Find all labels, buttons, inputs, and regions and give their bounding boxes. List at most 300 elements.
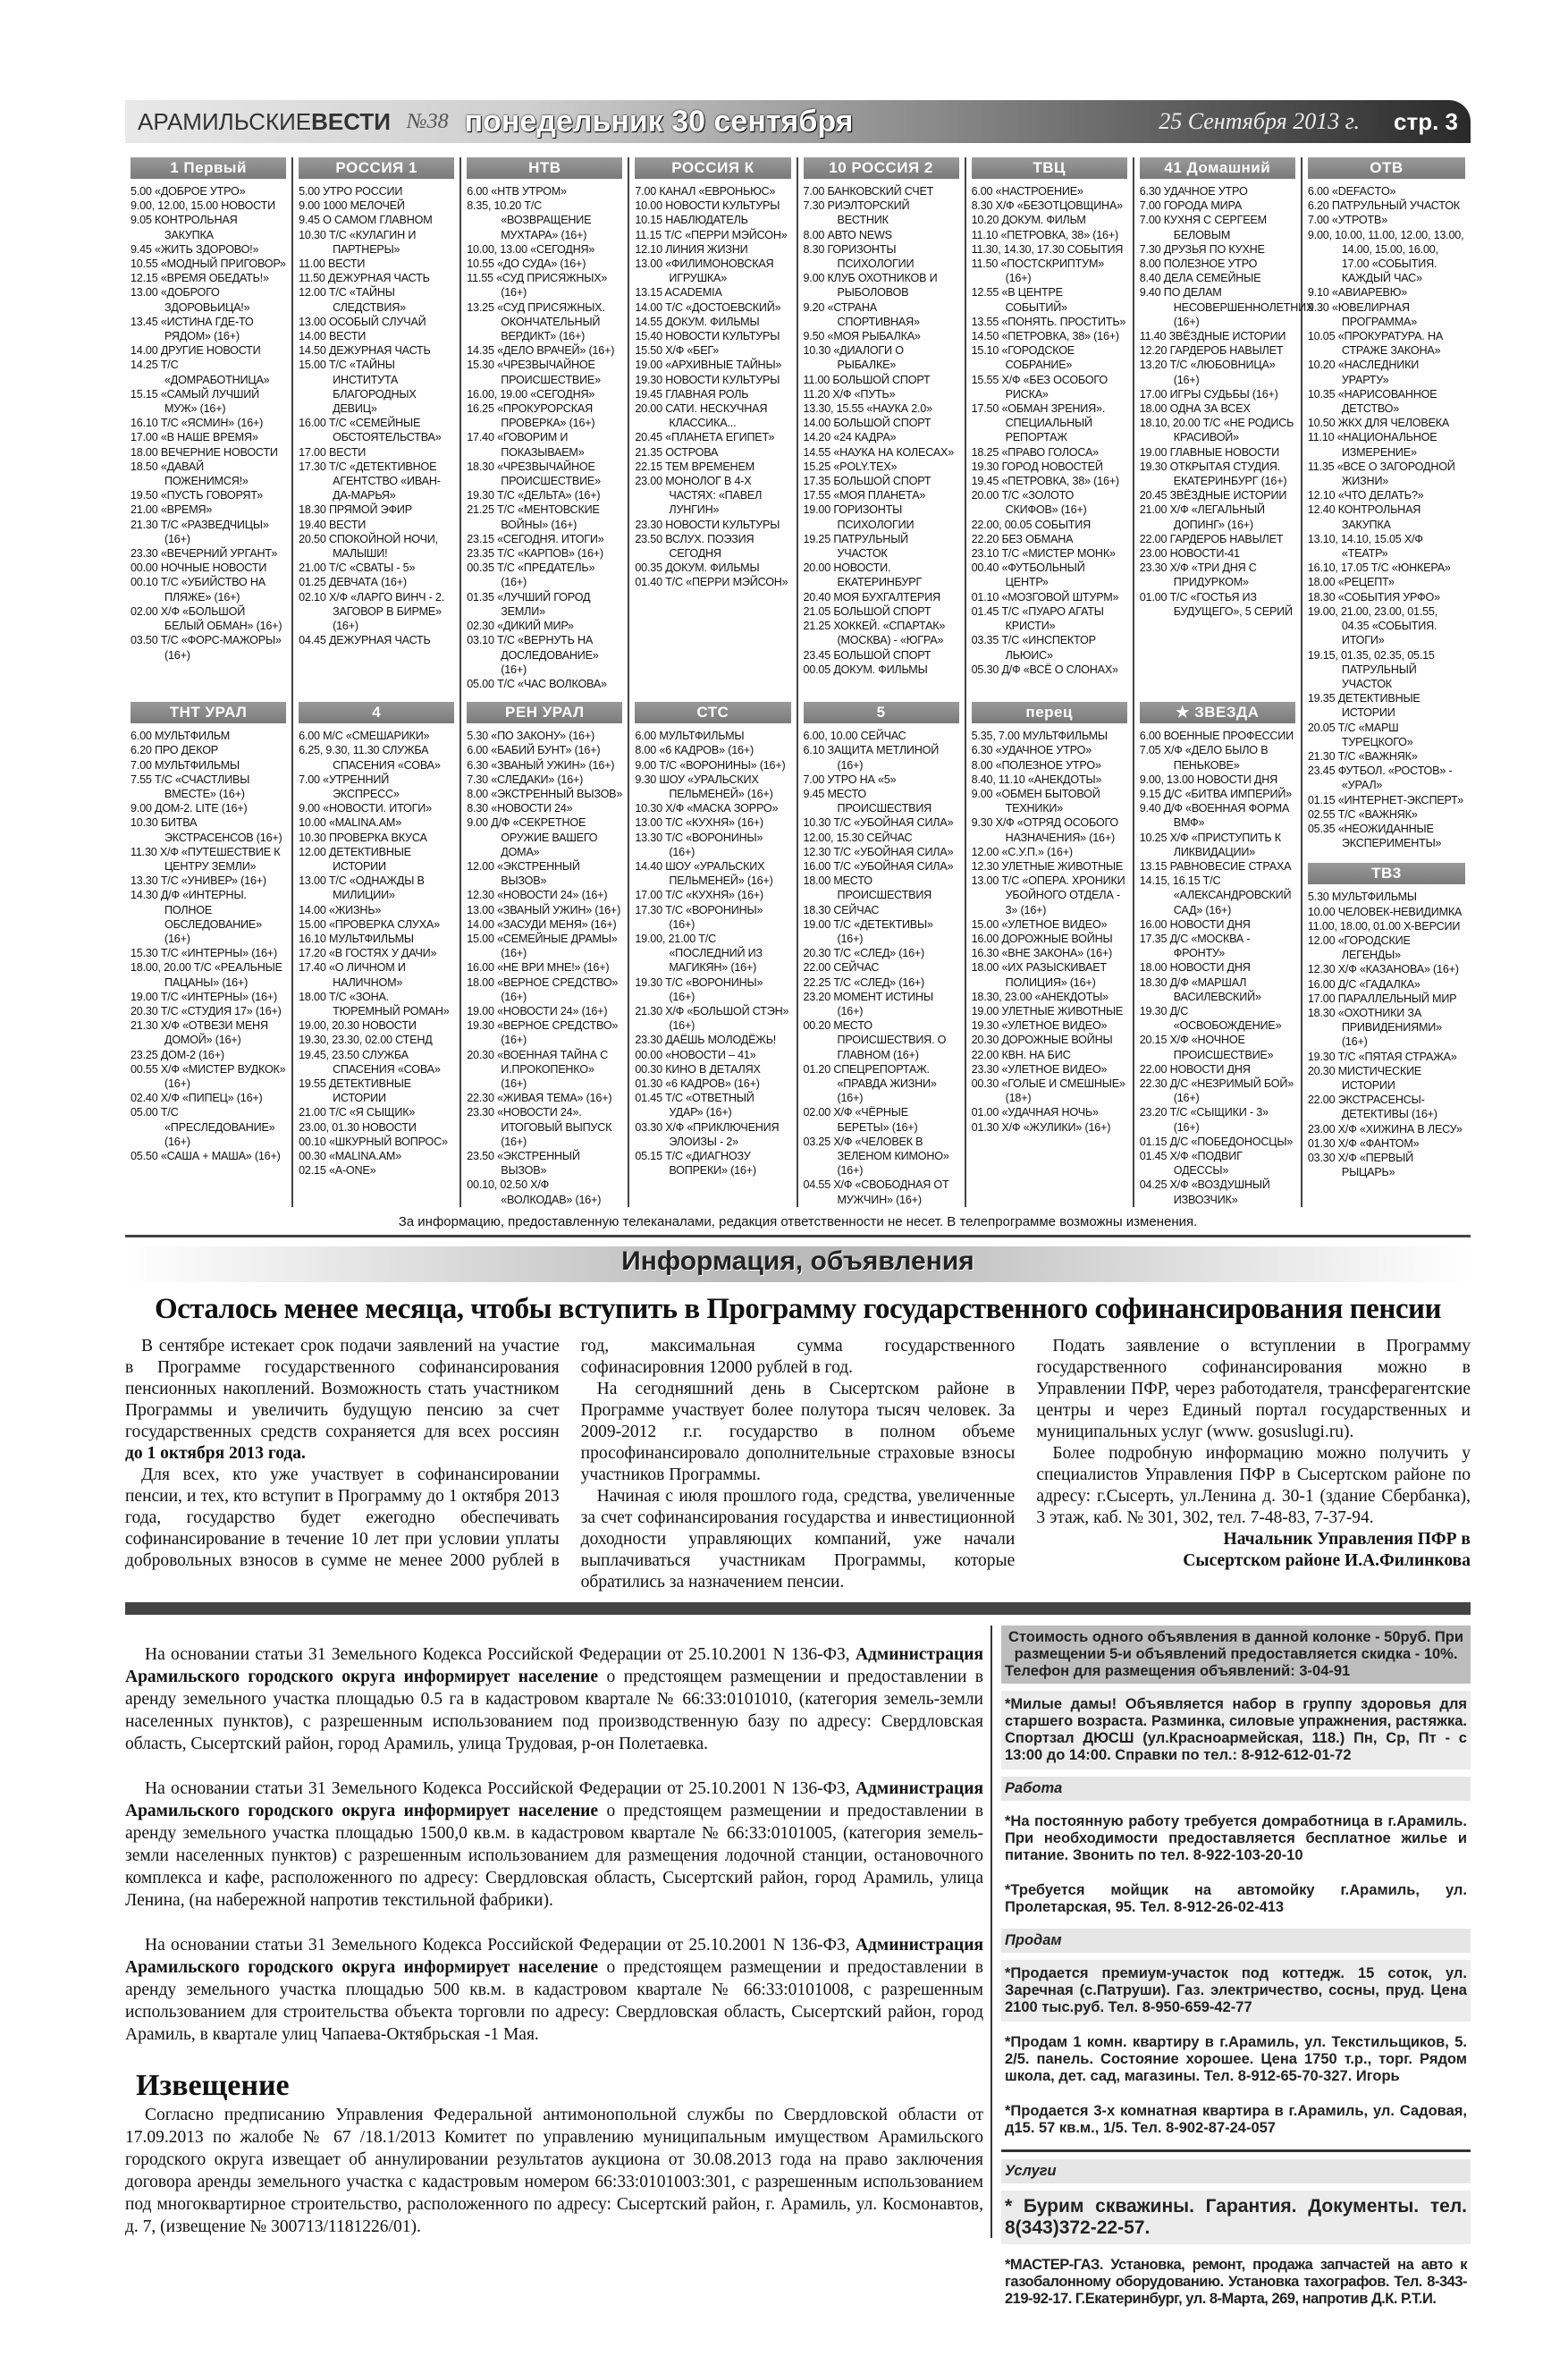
program-item: 18.00 МЕСТО ПРОИСШЕСТВИЯ: [803, 874, 932, 902]
program-item: 18.00, 20.00 Т/С «РЕАЛЬНЫЕ ПАЦАНЫ» (16+): [131, 961, 282, 989]
program-item: 7.00 УТРО НА «5»: [803, 773, 897, 786]
program-item: 23.10 Т/С «МИСТЕР МОНК»: [971, 547, 1116, 561]
program-item: 12.30 УЛЕТНЫЕ ЖИВОТНЫЕ: [971, 859, 1124, 873]
program-item: 19.30 Т/С «ВОРОНИНЫ» (16+): [635, 975, 763, 1003]
program-item: 01.30 «6 КАДРОВ» (16+): [635, 1077, 760, 1090]
program-item: 14.50 ДЕЖУРНАЯ ЧАСТЬ: [299, 344, 431, 358]
program-item: 12.00 «ЭКСТРЕННЫЙ ВЫЗОВ»: [467, 859, 580, 888]
program-item: 6.30 УДАЧНОЕ УТРО: [1139, 185, 1248, 198]
program-item: 03.30 Х/Ф «ПРИКЛЮЧЕНИЯ ЭЛОИЗЫ - 2»: [635, 1120, 780, 1148]
program-item: 15.30 Т/С «ИНТЕРНЫ» (16+): [131, 947, 277, 960]
program-item: 19.15, 01.35, 02.35, 05.15 ПАТРУЛЬНЫЙ УЧАСТОК: [1307, 648, 1435, 690]
program-item: 01.10 «МОЗГОВОЙ ШТУРМ»: [971, 590, 1119, 604]
program-item: 15.00 «УЛЕТНОЕ ВИДЕО»: [971, 917, 1108, 931]
program-item: 20.45 ЗВЁЗДНЫЕ ИСТОРИИ: [1139, 489, 1287, 502]
program-item: 20.30 «ВОЕННАЯ ТАЙНА С И.ПРОКОПЕНКО» (16+): [467, 1048, 609, 1090]
tv-column: [125, 157, 293, 691]
program-item: 14.00 «ЖИЗНЬ»: [299, 903, 382, 916]
program-item: 15.40 НОВОСТИ КУЛЬТУРЫ: [635, 330, 780, 343]
program-item: 20.05 Т/С «МАРШ ТУРЕЦКОГО»: [1307, 721, 1413, 748]
program-item: 05.00 Т/С «ПРЕСЛЕДОВАНИЕ» (16+): [131, 1106, 275, 1148]
program-item: 17.30 Т/С «ДЕТЕКТИВНОЕ АГЕНТСТВО «ИВАН-ДА-МАРЬЯ»: [299, 460, 441, 502]
program-item: 9.30 Х/Ф «ОТРЯД ОСОБОГО НАЗНАЧЕНИЯ» (16+): [971, 816, 1118, 844]
tv-column: [461, 157, 629, 691]
program-item: 18.30 «СОБЫТИЯ УРФО»: [1307, 590, 1440, 604]
program-item: 19.30 ГОРОД НОВОСТЕЙ: [971, 460, 1103, 473]
program-item: 14.20 «24 КАДРА»: [803, 431, 897, 444]
section-banner: Информация, объявления: [125, 1246, 1471, 1282]
program-item: 12.00 ДЕТЕКТИВНЫЕ ИСТОРИИ: [299, 845, 411, 873]
program-item: 18.00 «ВЕРНОЕ СРЕДСТВО» (16+): [467, 975, 619, 1003]
tv-schedule-grid: [125, 157, 1471, 1207]
program-item: 19.00 «АРХИВНЫЕ ТАЙНЫ»: [635, 359, 782, 372]
program-item: 12.00 Т/С «ТАЙНЫ СЛЕДСТВИЯ»: [299, 286, 406, 314]
tv-column: [293, 691, 461, 1207]
program-item: 22.00 ГАРДЕРОБ НАВЫЛЕТ: [1139, 532, 1284, 545]
program-list: [804, 184, 959, 677]
program-item: 10.00 ЧЕЛОВЕК-НЕВИДИМКА: [1307, 905, 1463, 918]
program-item: 9.15 Д/С «БИТВА ИМПЕРИЙ»: [1139, 787, 1292, 800]
tv-column: [125, 691, 293, 1207]
program-item: 14.40 ШОУ «УРАЛЬСКИХ ПЕЛЬМЕНЕЙ» (16+): [635, 859, 773, 888]
article-signature: [1036, 1529, 1471, 1572]
land-notice-2: [125, 1778, 983, 1912]
article-paragraph: [125, 1336, 560, 1465]
program-item: 00.00 НОЧНЫЕ НОВОСТИ: [131, 562, 267, 575]
tv-column: [461, 691, 629, 1207]
program-item: 17.00 ИГРЫ СУДЬБЫ (16+): [1139, 387, 1278, 401]
channel-logo: 10 РОССИЯ 2: [804, 157, 959, 179]
program-item: 13.30 Т/С «УНИВЕР» (16+): [131, 874, 266, 888]
program-item: 13.30 Т/С «ВОРОНИНЫ» (16+): [635, 831, 763, 858]
ad-item: *На постоянную работу требуется домработница в г.Арамиль. При необходимости предоставляется бесплатное жилье и питание. Звонить по тел. 8-922-103-20-10: [1005, 1812, 1467, 1863]
program-item: 00.10 «ШКУРНЫЙ ВОПРОС»: [299, 1135, 448, 1148]
program-item: 19.30 «ВЕРНОЕ СРЕДСТВО» (16+): [467, 1019, 619, 1047]
program-item: 19.45 «ПЕТРОВКА, 38» (16+): [971, 475, 1119, 488]
article-paragraph: Подать заявление о вступлении в Программу государственного софинансирования можно в Управлении ПФР, через работодателя, трансферагентские центры и через Единый портал государственных и муниципальных услуг (www. gosuslugi.ru).: [1036, 1336, 1471, 1441]
channel-logo: ТВЦ: [972, 157, 1127, 179]
program-item: 01.15 «ИНТЕРНЕТ-ЭКСПЕРТ»: [1307, 793, 1463, 806]
program-item: 6.00 «НТВ УТРОМ»: [467, 185, 567, 198]
channel-block: [1308, 157, 1465, 850]
program-item: 00.10, 02.50 Х/Ф «ВОЛКОДАВ» (16+): [467, 1178, 602, 1206]
program-item: 10.30 ПРОВЕРКА ВКУСА: [299, 831, 427, 844]
program-item: 13.10, 14.10, 15.05 Х/Ф «ТЕАТР»: [1307, 532, 1423, 561]
program-item: 21.00 Т/С «Я СЫЩИК»: [299, 1106, 416, 1119]
program-item: 18.50 «ДАВАЙ ПОЖЕНИМСЯ!»: [131, 460, 249, 488]
notice-intro: На основании статьи 31 Земельного Кодекса Российской Федерации от 25.10.2001 N 136-ФЗ,: [145, 1644, 856, 1664]
program-item: 01.20 СПЕЦРЕПОРТАЖ. «ПРАВДА ЖИЗНИ» (16+): [803, 1062, 937, 1105]
notice-text: о предстоящем размещении и предоставлении в аренду земельного участка площадью 1500,0 кв.м. в кадастровом квартале № 66:33:0101005, (категория земель-земли населенных пунктов) с разрешенным использованием для размещения лодочной станции, остановочного комплекса и кафе, расположенного по адресу: Свердловская область, Сысертский район, город Арамиль, улица Ленина, (на набережной напротив текстильной фабрики).: [125, 1801, 984, 1910]
program-item: 19.25 ПАТРУЛЬНЫЙ УЧАСТОК: [803, 532, 909, 561]
program-item: 16.10 МУЛЬТФИЛЬМЫ: [299, 932, 414, 945]
channel-block: [635, 157, 790, 590]
program-item: 8.30 ГОРИЗОНТЫ ПСИХОЛОГИИ: [803, 242, 915, 271]
program-item: 16.30 «ВНЕ ЗАКОНА» (16+): [971, 947, 1112, 960]
program-item: 11.55 «СУД ПРИСЯЖНЫХ» (16+): [467, 272, 608, 300]
program-item: 19.00, 21.00 Т/С «ПОСЛЕДНИЙ ИЗ МАГИКЯН» (16+): [635, 932, 763, 975]
program-item: 01.45 Т/С «ОТВЕТНЫЙ УДАР» (16+): [635, 1092, 754, 1119]
program-item: 23.25 ДОМ-2 (16+): [131, 1048, 224, 1061]
program-item: 17.35 Д/С «МОСКВА - ФРОНТУ»: [1139, 932, 1251, 960]
program-item: 13.00 Т/С «КУХНЯ» (16+): [635, 816, 763, 830]
program-item: 18.25 «ПРАВО ГОЛОСА»: [971, 445, 1099, 459]
program-item: 19.30 Т/С «ПЯТАЯ СТРАЖА»: [1307, 1050, 1457, 1063]
program-item: 22.00 НОВОСТИ ДНЯ: [1139, 1062, 1251, 1076]
program-item: 18.30 СЕЙЧАС: [803, 903, 880, 916]
program-item: 20.00 САТИ. НЕСКУЧНАЯ КЛАССИКА...: [635, 402, 768, 430]
program-item: 10.25 Х/Ф «ПРИСТУПИТЬ К ЛИКВИДАЦИИ»: [1139, 831, 1281, 858]
land-notice-1: [125, 1643, 983, 1755]
program-item: 04.45 ДЕЖУРНАЯ ЧАСТЬ: [299, 634, 431, 647]
program-item: 14.30 Д/Ф «ИНТЕРНЫ. ПОЛНОЕ ОБСЛЕДОВАНИЕ» (16+): [131, 889, 262, 945]
program-item: 00.10 Т/С «УБИЙСТВО НА ПЛЯЖЕ» (16+): [131, 576, 266, 604]
category-sell: Продам: [1001, 1929, 1471, 1953]
program-list: [1308, 890, 1465, 1179]
program-item: 22.15 ТЕМ ВРЕМЕНЕМ: [635, 460, 754, 473]
program-item: 16.00 Т/С «УБОЙНАЯ СИЛА»: [803, 859, 954, 873]
program-item: 23.45 ФУТБОЛ. «РОСТОВ» - «УРАЛ»: [1307, 764, 1453, 792]
program-item: 12.30 Т/С «УБОЙНАЯ СИЛА»: [803, 845, 954, 858]
program-item: 7.55 Т/С «СЧАСТЛИВЫ ВМЕСТЕ» (16+): [131, 773, 250, 800]
newspaper-title: [138, 108, 391, 136]
channel-logo: 1 Первый: [131, 157, 286, 179]
program-item: 16.00 «НЕ ВРИ МНЕ!» (16+): [467, 961, 610, 975]
program-item: 12.10 ЛИНИЯ ЖИЗНИ: [635, 242, 748, 256]
program-item: 15.00 «СЕМЕЙНЫЕ ДРАМЫ» (16+): [467, 932, 618, 960]
program-item: 10.15 НАБЛЮДАТЕЛЬ: [635, 214, 748, 227]
program-item: 17.00 Т/С «КУХНЯ» (16+): [635, 889, 763, 902]
program-item: 9.50 «МОЯ РЫБАЛКА»: [803, 330, 921, 343]
program-item: 00.30 «ГОЛЫЕ И СМЕШНЫЕ» (18+): [971, 1077, 1125, 1105]
channel-block: [299, 157, 454, 648]
program-item: 21.30 Х/Ф «БОЛЬШОЙ СТЭН» (16+): [635, 1004, 789, 1033]
program-item: 8.00 АВТО NEWS: [803, 228, 892, 241]
program-item: 15.15 «САМЫЙ ЛУЧШИЙ МУЖ» (16+): [131, 387, 259, 416]
notice-bold: Администрация Арамильского городского округа информирует население: [125, 1935, 983, 1977]
channel-logo: 4: [299, 702, 454, 723]
program-item: 13.55 «ПОНЯТЬ. ПРОСТИТЬ»: [971, 315, 1126, 328]
program-item: 7.00 «УТРЕННИЙ ЭКСПРЕСС»: [299, 773, 400, 800]
program-item: 19.00 ГЛАВНЫЕ НОВОСТИ: [1139, 445, 1279, 459]
program-item: 19.00 «НОВОСТИ 24» (16+): [467, 1004, 608, 1018]
bottom-section: [125, 1626, 1471, 2320]
program-item: 23.30 «УЛЕТНОЕ ВИДЕО»: [971, 1062, 1108, 1076]
program-item: 19.55 ДЕТЕКТИВНЫЕ ИСТОРИИ: [299, 1077, 411, 1105]
program-item: 22.00, 00.05 СОБЫТИЯ: [971, 518, 1092, 531]
title-part-2: ВЕСТИ: [311, 107, 391, 135]
program-item: 21.35 ОСТРОВА: [635, 445, 719, 459]
channel-block: [804, 702, 959, 1207]
program-item: 23.45 БОЛЬШОЙ СПОРТ: [803, 648, 932, 662]
program-item: 8.30 Х/Ф «БЕЗОТЦОВЩИНА»: [971, 199, 1123, 213]
channel-logo: РОССИЯ К: [635, 157, 790, 179]
channel-block: [299, 702, 454, 1178]
deadline-bold: до 1 октября 2013 года.: [125, 1443, 306, 1463]
divider: [1001, 2149, 1471, 2152]
program-item: 22.00 КВН. НА БИС: [971, 1048, 1071, 1061]
program-item: 03.25 Х/Ф «ЧЕЛОВЕК В ЗЕЛЕНОМ КИМОНО» (16+): [803, 1135, 949, 1178]
program-item: 16.00 ДОРОЖНЫЕ ВОЙНЫ: [971, 932, 1113, 945]
program-item: 6.00 МУЛЬТФИЛЬМ: [131, 730, 230, 743]
program-item: 9.45 О САМОМ ГЛАВНОМ: [299, 214, 433, 227]
program-item: 15.00 «ПРОВЕРКА СЛУХА»: [299, 917, 440, 931]
program-item: 23.00 МОНОЛОГ В 4-Х ЧАСТЯХ: «ПАВЕЛ ЛУНГИН»: [635, 475, 763, 517]
program-item: 6.00 МУЛЬТФИЛЬМЫ: [635, 730, 745, 743]
program-list: [299, 184, 454, 648]
notice-text: о предстоящем размещении и предоставлении в аренду земельного участка площадью 0.5 га в кадастровом квартале № 66:33:0101010, (категория земель-земли населенных пунктов), с разрешенным использованием под производственную базу по адресу: Свердловская область, Сысертский район, город Арамиль, улица Трудовая, р-он Полетаевка.: [125, 1667, 984, 1753]
program-item: 20.40 МОЯ БУХГАЛТЕРИЯ: [803, 590, 940, 604]
program-item: 11.30, 14.30, 17.30 СОБЫТИЯ: [971, 242, 1124, 256]
article-paragraph: Более подробную информацию можно получить у специалистов Управления ПФР в Сысертском районе по адресу: г.Сысерть, ул.Ленина д. 30-1 (здание Сбербанка), 3 этаж, каб. № 301, 302, тел. 7-48-83, 7-37-94.: [1036, 1443, 1471, 1527]
program-item: 10.30 Т/С «КУЛАГИН И ПАРТНЕРЫ»: [299, 228, 417, 256]
program-item: 18.00 НОВОСТИ ДНЯ: [1139, 961, 1251, 975]
category-services: Услуги: [1001, 2159, 1471, 2183]
program-item: 21.30 Т/С «ВАЖНЯК»: [1307, 749, 1418, 763]
program-item: 22.00 ЭКСТРАСЕНСЫ-ДЕТЕКТИВЫ (16+): [1307, 1094, 1437, 1121]
program-item: 6.00 ВОЕННЫЕ ПРОФЕССИИ: [1139, 730, 1294, 743]
program-item: 10.50 ЖКХ ДЛЯ ЧЕЛОВЕКА: [1307, 417, 1450, 430]
program-item: 19.40 ВЕСТИ: [299, 518, 367, 531]
program-item: 11.35 «ВСЕ О ЗАГОРОДНОЙ ЖИЗНИ»: [1307, 460, 1455, 488]
izveshchenie-text: Согласно предписанию Управления Федеральной антимонопольной службы по Свердловской области от 17.09.2013 по жалобе № 67 /18.1/2013 Комитет по управлению муниципальным имуществом Арамильского городского округа извещает об аннулировании результатов аукциона от 30.08.2013 года на право заключения договора аренды земельного участка с кадастровым номером 66:33:0101003:301, с разрешенным использованием под многоквартирное строительство, расположенного по адресу: Сысертский район, г. Арамиль, ул. Космонавтов, д. 7, (извещение № 300713/1181226/01).: [125, 2105, 983, 2236]
program-item: 17.40 «ГОВОРИМ И ПОКАЗЫВАЕМ»: [467, 431, 585, 459]
program-item: 7.00 КАНАЛ «ЕВРОНЬЮС»: [635, 185, 776, 198]
program-item: 6.00 М/С «СМЕШАРИКИ»: [299, 730, 430, 743]
tv-column: [798, 691, 966, 1207]
page-number: стр. 3: [1394, 107, 1458, 135]
program-list: [467, 729, 622, 1207]
program-item: 03.35 Т/С «ИНСПЕКТОР ЛЬЮИС»: [971, 634, 1096, 662]
program-item: 18.00 ОДНА ЗА ВСЕХ: [1139, 402, 1251, 416]
program-item: 02.15 «A-ONE»: [299, 1164, 376, 1178]
tv-column: [798, 157, 966, 691]
ad-item: *Милые дамы! Объявляется набор в группу здоровья для старшего возраста. Разминка, силовые упражнения, растяжка. Спортзал ДЮСШ (ул.Красноармейская, 118.) Пн, Ср, Пт - с 13:00 до 14:00. Справки по тел.: 8-912-612-01-72: [1001, 1691, 1471, 1769]
program-item: 03.30 Х/Ф «ПЕРВЫЙ РЫЦАРЬ»: [1307, 1152, 1413, 1179]
program-item: 9.30 «ЮВЕЛИРНАЯ ПРОГРАММА»: [1307, 300, 1418, 328]
program-item: 6.00 «БАБИЙ БУНТ» (16+): [467, 744, 601, 757]
program-item: 01.30 Х/Ф «ФАНТОМ»: [1307, 1136, 1420, 1150]
program-item: 10.00, 13.00 «СЕГОДНЯ»: [467, 242, 595, 256]
program-item: 21.00 «ВРЕМЯ»: [131, 503, 213, 517]
program-item: 9.40 Д/Ф «ВОЕННАЯ ФОРМА ВМФ»: [1139, 802, 1290, 830]
program-list: [972, 729, 1127, 1135]
article-paragraph: Начиная с июля прошлого года, средства, увеличенные за счет софинансирования государства и инвестиционной доходности управляющих компаний, уже начали выплачиваться участникам Программы, которые обратились за назначением пенсии.: [580, 1486, 1016, 1592]
title-part-1: АРАМИЛЬСКИЕ: [138, 107, 312, 135]
program-item: 05.50 «САША + МАША» (16+): [131, 1150, 281, 1162]
article-paragraph: На сегодняшний день в Сысертском районе в Программе участвует более полутора тысяч человек. За 2009-2012 г.г. государство в полном объеме прософинансировало дополнительные страховые взносы участников Программы.: [580, 1379, 1016, 1484]
program-item: 16.00 НОВОСТИ ДНЯ: [1139, 917, 1251, 931]
program-item: 10.30 Х/Ф «МАСКА ЗОРРО»: [635, 802, 779, 815]
program-item: 13.15 РАВНОВЕСИЕ СТРАХА: [1139, 859, 1292, 873]
program-item: 18.30 Д/Ф «МАРШАЛ ВАСИЛЕВСКИЙ»: [1139, 975, 1261, 1003]
program-item: 16.00, 19.00 «СЕГОДНЯ»: [467, 387, 595, 401]
program-item: 21.30 Т/С «РАЗВЕДЧИЦЫ» (16+): [131, 518, 269, 545]
program-item: 16.00 Д/С «ГАДАЛКА»: [1307, 977, 1420, 991]
program-item: 9.40 ПО ДЕЛАМ НЕСОВЕРШЕННОЛЕТНИХ (16+): [1139, 286, 1314, 328]
program-item: 23.20 Т/С «СЫЩИКИ - 3» (16+): [1139, 1106, 1269, 1134]
program-item: 16.00 Т/С «СЕМЕЙНЫЕ ОБСТОЯТЕЛЬСТВА»: [299, 417, 442, 444]
program-item: 15.30 «ЧРЕЗВЫЧАЙНОЕ ПРОИСШЕСТВИЕ»: [467, 359, 601, 386]
program-item: 7.05 Х/Ф «ДЕЛО БЫЛО В ПЕНЬКОВЕ»: [1139, 744, 1269, 772]
program-item: 8.40 ДЕЛА СЕМЕЙНЫЕ: [1139, 272, 1261, 285]
program-item: 8.30 «НОВОСТИ 24»: [467, 802, 573, 815]
tv-column: [1134, 157, 1314, 691]
program-item: 10.30 БИТВА ЭКСТРАСЕНСОВ (16+): [131, 816, 282, 844]
program-item: 23.35 Т/С «КАРПОВ» (16+): [467, 547, 603, 561]
program-item: 13.00 ОСОБЫЙ СЛУЧАЙ: [299, 315, 426, 328]
program-item: 9.00 «ОБМЕН БЫТОВОЙ ТЕХНИКИ»: [971, 787, 1100, 815]
program-item: 01.30 Х/Ф «ЖУЛИКИ» (16+): [971, 1120, 1111, 1134]
program-item: 14.00 Т/С «ДОСТОЕВСКИЙ»: [635, 300, 781, 314]
program-item: 9.00 «НОВОСТИ. ИТОГИ»: [299, 802, 432, 815]
program-list: [635, 184, 790, 590]
program-item: 11.30 Х/Ф «ПУТЕШЕСТВИЕ К ЦЕНТРУ ЗЕМЛИ»: [131, 845, 281, 873]
program-item: 7.00 БАНКОВСКИЙ СЧЕТ: [803, 185, 934, 198]
program-item: 03.50 Т/С «ФОРС-МАЖОРЫ» (16+): [131, 634, 282, 662]
channel-logo: ТВ3: [1308, 863, 1465, 884]
program-item: 02.00 Х/Ф «ЧЁРНЫЕ БЕРЕТЫ» (16+): [803, 1106, 918, 1134]
program-item: 00.40 «ФУТБОЛЬНЫЙ ЦЕНТР»: [971, 562, 1085, 589]
signature-line-2: Сысертском районе И.А.Филинкова: [1183, 1550, 1471, 1570]
program-item: 01.40 Т/С «ПЕРРИ МЭЙСОН»: [635, 576, 788, 589]
program-item: 12.20 ГАРДЕРОБ НАВЫЛЕТ: [1139, 344, 1284, 358]
program-item: 05.15 Т/С «ДИАГНОЗУ ВОПРЕКИ» (16+): [635, 1150, 756, 1178]
program-item: 19.00 Т/С «ИНТЕРНЫ» (16+): [131, 990, 277, 1003]
program-item: 23.50 «ЭКСТРЕННЫЙ ВЫЗОВ»: [467, 1150, 580, 1178]
channel-logo: 5: [804, 702, 959, 723]
program-item: 22.30 Д/С «НЕЗРИМЫЙ БОЙ» (16+): [1139, 1077, 1294, 1105]
program-item: 19.30 ОТКРЫТАЯ СТУДИЯ. ЕКАТЕРИНБУРГ (16+): [1139, 460, 1287, 488]
ad-item: *МАСТЕР-ГАЗ. Установка, ремонт, продажа запчастей на авто к газобалонному оборудованию. Установка тахографов. Тел. 8-343-219-92-17. Г.Екатеринбург, ул. 8-Марта, 269, напротив Д.К. Р.Т.И.: [1005, 2256, 1467, 2307]
ad-item: *Продам 1 комн. квартиру в г.Арамиль, ул. Текстильщиков, 5. 2/5. панель. Состояние хорошее. Цена 1750 т.р., торг. Рядом школа, дет. сад, магазины. Тел. 8-912-65-70-327. Игорь: [1005, 2033, 1467, 2084]
program-item: 20.00 НОВОСТИ. ЕКАТЕРИНБУРГ: [803, 562, 923, 589]
program-item: 00.30 КИНО В ДЕТАЛЯХ: [635, 1062, 761, 1076]
izveshchenie-title: Извещение: [136, 2068, 290, 2102]
ad-item: *Требуется мойщик на автомойку г.Арамиль, ул. Пролетарская, 95. Тел. 8-912-26-02-413: [1005, 1881, 1467, 1915]
program-item: 23.20 МОМЕНТ ИСТИНЫ (16+): [803, 990, 933, 1018]
program-item: 13.30, 15.55 «НАУКА 2.0»: [803, 402, 932, 416]
tv-column: [629, 157, 797, 691]
program-item: 16.10, 17.05 Т/С «ЮНКЕРА»: [1307, 562, 1451, 575]
program-item: 18.00 Т/С «ЗОНА. ТЮРЕМНЫЙ РОМАН»: [299, 990, 450, 1018]
program-item: 20.50 СПОКОЙНОЙ НОЧИ, МАЛЫШИ!: [299, 532, 438, 561]
program-item: 00.00 «НОВОСТИ – 41»: [635, 1048, 756, 1061]
program-list: [131, 184, 286, 663]
program-item: 18.00 «РЕЦЕПТ»: [1307, 576, 1395, 589]
program-item: 00.35 ДОКУМ. ФИЛЬМЫ: [635, 562, 760, 575]
program-item: 8.00 «ЭКСТРЕННЫЙ ВЫЗОВ»: [467, 787, 623, 800]
program-item: 15.10 «ГОРОДСКОЕ СОБРАНИЕ»: [971, 344, 1075, 372]
masthead: [125, 100, 1471, 143]
notice-intro: На основании статьи 31 Земельного Кодекса Российской Федерации от 25.10.2001 N 136-ФЗ,: [145, 1778, 856, 1798]
channel-block: [804, 157, 959, 677]
program-item: 19.30 НОВОСТИ КУЛЬТУРЫ: [635, 373, 780, 386]
program-list: [635, 729, 790, 1178]
program-item: 6.20 ПАТРУЛЬНЫЙ УЧАСТОК: [1307, 199, 1460, 213]
program-item: 5.30 «ПО ЗАКОНУ» (16+): [467, 730, 594, 743]
notice-intro: На основании статьи 31 Земельного Кодекса Российской Федерации от 25.10.2001 N 136-ФЗ,: [145, 1935, 856, 1955]
program-item: 18.00 «ИХ РАЗЫСКИВАЕТ ПОЛИЦИЯ» (16+): [971, 961, 1107, 989]
notice-text: о предстоящем размещении и предоставлении в аренду земельного участка площадью 500 кв.м. в кадастровом квартале № 66:33:0101008, с разрешенным использованием для строительства объекта торговли по адресу: Свердловская область, Сысертский район, город Арамиль, в квартале улиц Чапаева-Октябрьская -1 Мая.: [125, 1957, 984, 2044]
program-item: 18.30 «ОХОТНИКИ ЗА ПРИВИДЕНИЯМИ» (16+): [1307, 1006, 1442, 1049]
program-item: 12.10 «ЧТО ДЕЛАТЬ?»: [1307, 489, 1424, 502]
program-list: [299, 729, 454, 1178]
program-item: 11.00 БОЛЬШОЙ СПОРТ: [803, 373, 931, 386]
program-item: 9.00 КЛУБ ОХОТНИКОВ И РЫБОЛОВОВ: [803, 272, 938, 300]
program-item: 17.55 «МОЯ ПЛАНЕТА»: [803, 489, 926, 502]
program-item: 11.50 «ПОСТСКРИПТУМ» (16+): [971, 258, 1105, 285]
program-item: 01.00 «УДАЧНАЯ НОЧЬ»: [971, 1106, 1099, 1119]
program-item: 5.35, 7.00 МУЛЬТФИЛЬМЫ: [971, 730, 1108, 743]
program-item: 16.25 «ПРОКУРОРСКАЯ ПРОВЕРКА» (16+): [467, 402, 595, 430]
program-item: 5.00 УТРО РОССИИ: [299, 185, 403, 198]
program-item: 22.00 СЕЙЧАС: [803, 961, 880, 975]
channel-block: [1308, 863, 1465, 1179]
channel-logo: НТВ: [467, 157, 622, 179]
program-item: 14.55 ДОКУМ. ФИЛЬМЫ: [635, 315, 760, 328]
program-item: 23.30 ДАЁШЬ МОЛОДЁЖЬ!: [635, 1034, 777, 1047]
program-item: 20.45 «ПЛАНЕТА ЕГИПЕТ»: [635, 431, 775, 444]
program-item: 18.00 ВЕЧЕРНИЕ НОВОСТИ: [131, 445, 278, 459]
channel-block: [1139, 157, 1314, 619]
program-item: 04.25 Х/Ф «ВОЗДУШНЫЙ ИЗВОЗЧИК»: [1139, 1178, 1270, 1206]
program-item: 12.15 «ВРЕМЯ ОБЕДАТЬ!»: [131, 272, 269, 285]
program-item: 13.00 «ЗВАНЫЙ УЖИН» (16+): [467, 903, 621, 916]
program-item: 15.50 Х/Ф «БЕГ»: [635, 344, 720, 358]
channel-block: [131, 702, 286, 1163]
program-item: 19.45 ГЛАВНАЯ РОЛЬ: [635, 387, 749, 401]
program-item: 6.10 ЗАЩИТА МЕТЛИНОЙ (16+): [803, 744, 940, 772]
program-item: 14.00 ВЕСТИ: [299, 330, 367, 343]
program-item: 11.40 ЗВЁЗДНЫЕ ИСТОРИИ: [1139, 330, 1286, 343]
program-item: 9.30 ШОУ «УРАЛЬСКИХ ПЕЛЬМЕНЕЙ» (16+): [635, 773, 773, 800]
program-item: 8.35, 10.20 Т/С «ВОЗВРАЩЕНИЕ МУХТАРА» (16+): [467, 199, 592, 241]
program-item: 01.35 «ЛУЧШИЙ ГОРОД ЗЕМЛИ»: [467, 590, 591, 618]
notice-bold: Администрация Арамильского городского округа информирует население: [125, 1778, 983, 1820]
program-item: 17.20 «В ГОСТЯХ У ДАЧИ»: [299, 947, 437, 960]
tv-column: [966, 157, 1134, 691]
channel-logo: ОТВ: [1308, 157, 1465, 179]
article-headline: Осталось менее месяца, чтобы вступить в Программу государственного софинансирования пенсии: [154, 1292, 1442, 1325]
paragraph-text: В сентябре истекает срок подачи заявлений на участие в Программе государственного софинансирования пенсионных накоплений. Возможность стать участником Программы и увеличить будущую пенсию за счет государственных средств сохраняется для всех россиян: [125, 1336, 560, 1441]
program-item: 9.10 «АВИАРЕВЮ»: [1307, 286, 1408, 300]
program-item: 12.55 «В ЦЕНТРЕ СОБЫТИЙ»: [971, 286, 1067, 314]
program-item: 14.50 «ПЕТРОВКА, 38» (16+): [971, 330, 1119, 343]
program-item: 20.00 Т/С «ЗОЛОТО СКИФОВ» (16+): [971, 489, 1087, 517]
program-item: 11.00, 18.00, 01.00 Х-ВЕРСИИ: [1307, 919, 1461, 933]
program-list: [131, 729, 286, 1163]
program-item: 03.10 Т/С «ВЕРНУТЬ НА ДОСЛЕДОВАНИЕ» (16+): [467, 634, 599, 676]
newspaper-page: [125, 0, 1471, 2356]
ad-item: *Продается 3-х комнатная квартира в г.Арамиль, ул. Садовая, д15. 57 кв.м., 1/5. Тел. 8-902-87-24-057: [1005, 2102, 1467, 2136]
program-item: 9.00, 13.00 НОВОСТИ ДНЯ: [1139, 773, 1277, 786]
land-notice-3: [125, 1934, 983, 2046]
channel-block: [635, 702, 790, 1178]
program-item: 23.00, 01.30 НОВОСТИ: [299, 1120, 417, 1134]
program-item: 02.00 Х/Ф «БОЛЬШОЙ БЕЛЫЙ ОБМАН» (16+): [131, 604, 282, 633]
channel-block: [972, 157, 1127, 677]
program-item: 9.20 «СТРАНА СПОРТИВНАЯ»: [803, 300, 920, 328]
issue-number: №38: [406, 109, 449, 133]
program-item: 8.00 ПОЛЕЗНОЕ УТРО: [1139, 258, 1258, 271]
channel-block: [131, 157, 286, 663]
program-item: 12.00 «С.У.П.» (16+): [971, 845, 1073, 858]
program-item: 9.00 Д/Ф «СЕКРЕТНОЕ ОРУЖИЕ ВАШЕГО ДОМА»: [467, 816, 598, 858]
program-item: 6.00, 10.00 СЕЙЧАС: [803, 730, 906, 743]
tv-disclaimer: За информацию, предоставленную телеканалами, редакция ответственности не несет. В телепрограмме возможны изменения.: [125, 1214, 1471, 1237]
program-item: 11.10 «ПЕТРОВКА, 38» (16+): [971, 228, 1118, 241]
